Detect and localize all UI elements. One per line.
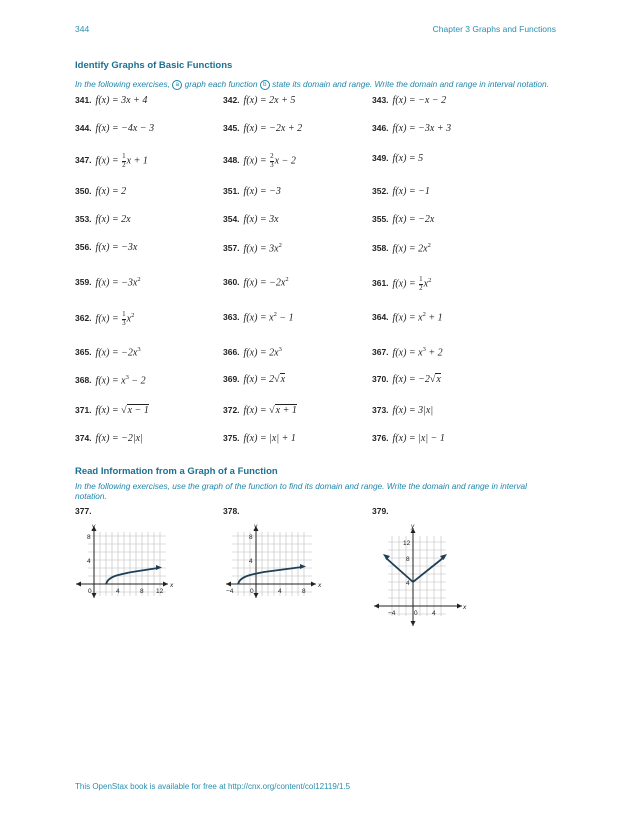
exercise-expression: f(x) = −2x [95, 347, 138, 359]
fraction: $\frac{1}{3}$ [122, 310, 126, 327]
svg-text:y: y [92, 523, 96, 530]
exercise-number: 348. [223, 155, 240, 166]
graph-378 [222, 520, 332, 600]
exercise-number: 357. [223, 243, 240, 254]
exercise-number: 374. [75, 433, 92, 443]
exponent: 2 [422, 311, 426, 318]
exercise-number: 356. [75, 242, 92, 252]
fraction: $\frac{1}{2}$ [419, 275, 423, 292]
svg-text:8: 8 [140, 588, 144, 595]
exercise-342 [223, 95, 295, 106]
graph-number-377: 377. [75, 506, 92, 516]
section-title-read-graph: Read Information from a Graph of a Function [75, 466, 278, 477]
exercise-expression: f(x) = −2x [243, 277, 286, 289]
svg-text:8: 8 [87, 534, 91, 541]
exercise-371 [75, 405, 149, 416]
svg-text:8: 8 [302, 588, 306, 595]
radicand: x − 1 [127, 405, 149, 416]
chapter-title: Chapter 3 Graphs and Functions [432, 24, 556, 34]
exercise-number: 373. [372, 405, 389, 415]
exercise-number: 350. [75, 186, 92, 196]
exercise-expression-tail: x [126, 313, 132, 325]
exercise-number: 368. [75, 375, 92, 386]
exercise-number: 353. [75, 214, 92, 224]
exercise-number: 349. [372, 153, 389, 163]
exercise-expression: f(x) = |x| − 1 [392, 433, 445, 444]
exercise-expression: f(x) = 3x + 4 [95, 95, 148, 106]
exponent: 2 [428, 276, 432, 284]
exercise-expression-tail: x + 1 [126, 155, 148, 167]
exercise-360 [223, 276, 289, 288]
radicand: x + 1 [275, 405, 297, 416]
exercise-expression: f(x) = −2|x| [95, 433, 143, 444]
exercise-expression: f(x) = [243, 155, 267, 167]
exercise-number: 367. [372, 347, 389, 358]
exercise-372 [223, 405, 297, 416]
svg-text:x: x [170, 582, 174, 589]
svg-text:4: 4 [406, 580, 410, 587]
section-title-basic-functions: Identify Graphs of Basic Functions [75, 60, 233, 71]
exercise-number: 345. [223, 123, 240, 133]
exercise-expression: f(x) = |x| + 1 [243, 433, 296, 444]
exercise-346 [372, 123, 451, 134]
exercise-353 [75, 214, 131, 225]
exercise-341 [75, 95, 147, 106]
exercise-348 [223, 153, 296, 169]
svg-text:4: 4 [116, 588, 120, 595]
exercise-expression: f(x) = −2x + 2 [243, 123, 303, 134]
exercise-number: 363. [223, 312, 240, 323]
exercise-number: 355. [372, 214, 389, 224]
exercise-number: 351. [223, 186, 240, 196]
svg-text:4: 4 [87, 558, 91, 565]
exercise-number: 375. [223, 433, 240, 443]
exercise-number: 344. [75, 123, 92, 133]
exercise-number: 359. [75, 277, 92, 288]
exponent: 2 [131, 311, 135, 319]
svg-text:4: 4 [432, 610, 436, 617]
exercise-number: 358. [372, 243, 389, 254]
radicand: x [280, 374, 286, 385]
exercise-number: 347. [75, 155, 92, 166]
exercise-expression-tail: x [423, 278, 429, 290]
exercise-355 [372, 214, 434, 225]
exercise-expression: f(x) = 3x [243, 214, 279, 225]
svg-text:0: 0 [250, 588, 254, 595]
svg-text:8: 8 [406, 556, 410, 563]
svg-text:4: 4 [249, 558, 253, 565]
exercise-363 [223, 311, 294, 323]
exponent: 2 [137, 276, 141, 283]
exercise-number: 342. [223, 95, 240, 105]
exercise-number: 360. [223, 277, 240, 288]
exercise-expression: f(x) = −4x − 3 [95, 123, 155, 134]
exercise-expression: f(x) = x [392, 312, 423, 324]
exponent: 3 [278, 346, 282, 353]
exercise-expression-tail: + 1 [425, 312, 443, 324]
instruction-read-graph: In the following exercises, use the graph of the function to find its domain and range. Write the domain and range in interval notation. [75, 481, 527, 501]
exercise-369 [223, 374, 285, 385]
exercise-expression: f(x) = 2x [392, 243, 428, 255]
exercise-number: 369. [223, 374, 240, 384]
exercise-number: 366. [223, 347, 240, 358]
graph-377 [72, 520, 182, 600]
exercise-373 [372, 405, 433, 416]
exercise-expression: f(x) = −2√ [392, 374, 436, 385]
exercise-364 [372, 311, 443, 323]
svg-text:−4: −4 [388, 610, 396, 617]
exercise-expression: f(x) = −3x [95, 277, 138, 289]
exercise-expression: f(x) = [392, 278, 416, 290]
exercise-expression-tail: + 2 [425, 347, 443, 359]
exercise-362 [75, 311, 134, 327]
graph-379 [370, 520, 470, 630]
footer-note: This OpenStax book is available for free at http://cnx.org/content/col12119/1.5 [75, 782, 351, 791]
exponent: 3 [125, 374, 129, 381]
exercise-expression: f(x) = √ [243, 405, 275, 416]
exercise-expression: f(x) = 2 [95, 186, 127, 197]
exercise-expression: f(x) = −1 [392, 186, 430, 197]
exercise-expression: f(x) = 2x [95, 214, 131, 225]
exercise-expression: f(x) = −3x + 3 [392, 123, 452, 134]
svg-text:12: 12 [403, 540, 411, 547]
svg-text:y: y [254, 523, 258, 530]
exercise-expression: f(x) = [95, 155, 119, 167]
exponent: 3 [137, 346, 141, 353]
exercise-number: 352. [372, 186, 389, 196]
svg-text:−4: −4 [226, 588, 234, 595]
exercise-374 [75, 433, 143, 444]
exponent: 2 [278, 242, 282, 249]
exercise-357 [223, 242, 282, 254]
exercise-expression: f(x) = −2x [392, 214, 435, 225]
circle-a-icon: a [172, 80, 182, 90]
exercise-343 [372, 95, 446, 106]
exercise-356 [75, 242, 137, 253]
exercise-345 [223, 123, 302, 134]
exercise-375 [223, 433, 296, 444]
svg-text:y: y [411, 523, 415, 530]
exercise-351 [223, 186, 281, 197]
exercise-359 [75, 276, 141, 288]
exercise-368 [75, 374, 146, 386]
svg-text:0: 0 [414, 610, 418, 617]
exercise-expression: f(x) = 3x [243, 243, 279, 255]
exercise-358 [372, 242, 431, 254]
instruction-basic-functions: In the following exercises, a graph each function b state its domain and range. Write the domain and range in interval notation. [75, 79, 549, 89]
exercise-number: 346. [372, 123, 389, 133]
fraction: $\frac{2}{3}$ [270, 152, 274, 169]
graph-number-379: 379. [372, 506, 389, 516]
exercise-expression: f(x) = 3|x| [392, 405, 434, 416]
exercise-number: 361. [372, 278, 389, 289]
svg-text:8: 8 [249, 534, 253, 541]
exercise-number: 365. [75, 347, 92, 358]
exercise-expression: f(x) = √ [95, 405, 127, 416]
exercise-350 [75, 186, 126, 197]
fraction: $\frac{1}{2}$ [122, 152, 126, 169]
exercise-365 [75, 346, 141, 358]
svg-text:x: x [318, 582, 322, 589]
exercise-347 [75, 153, 148, 169]
graph-number-378: 378. [223, 506, 240, 516]
svg-text:x: x [463, 604, 467, 611]
exercise-expression-tail: − 2 [128, 375, 146, 387]
exercise-expression: f(x) = 2x + 5 [243, 95, 296, 106]
exercise-number: 341. [75, 95, 92, 105]
exercise-expression: f(x) = 5 [392, 153, 424, 164]
exercise-354 [223, 214, 279, 225]
exercise-number: 354. [223, 214, 240, 224]
exercise-361 [372, 276, 431, 292]
exercise-number: 371. [75, 405, 92, 415]
exercise-expression: f(x) = 2x [243, 347, 279, 359]
exercise-number: 364. [372, 312, 389, 323]
exercise-expression: f(x) = −x − 2 [392, 95, 447, 106]
svg-text:0: 0 [88, 588, 92, 595]
exercise-number: 372. [223, 405, 240, 415]
exercise-366 [223, 346, 282, 358]
exponent: 3 [422, 346, 426, 353]
exercise-expression: f(x) = 2√ [243, 374, 280, 385]
exercise-349 [372, 153, 423, 164]
exercise-number: 376. [372, 433, 389, 443]
page-number: 344 [75, 24, 90, 34]
exercise-number: 362. [75, 313, 92, 324]
exercise-367 [372, 346, 443, 358]
exercise-expression: f(x) = x [392, 347, 423, 359]
circle-b-icon: b [260, 80, 270, 90]
exercise-expression: f(x) = −3x [95, 242, 138, 253]
exercise-expression: f(x) = x [243, 312, 274, 324]
exponent: 2 [285, 276, 289, 283]
svg-text:12: 12 [156, 588, 164, 595]
exercise-number: 343. [372, 95, 389, 105]
exercise-352 [372, 186, 430, 197]
exercise-expression: f(x) = [95, 313, 119, 325]
exercise-376 [372, 433, 445, 444]
exercise-number: 370. [372, 374, 389, 384]
exercise-344 [75, 123, 154, 134]
exercise-370 [372, 374, 441, 385]
exercise-expression-tail: − 1 [276, 312, 294, 324]
exercise-expression: f(x) = x [95, 375, 126, 387]
exercise-expression: f(x) = −3 [243, 186, 281, 197]
exponent: 2 [427, 242, 431, 249]
exponent: 2 [273, 311, 277, 318]
svg-text:4: 4 [278, 588, 282, 595]
exercise-expression-tail: x − 2 [274, 155, 296, 167]
radicand: x [436, 374, 441, 385]
